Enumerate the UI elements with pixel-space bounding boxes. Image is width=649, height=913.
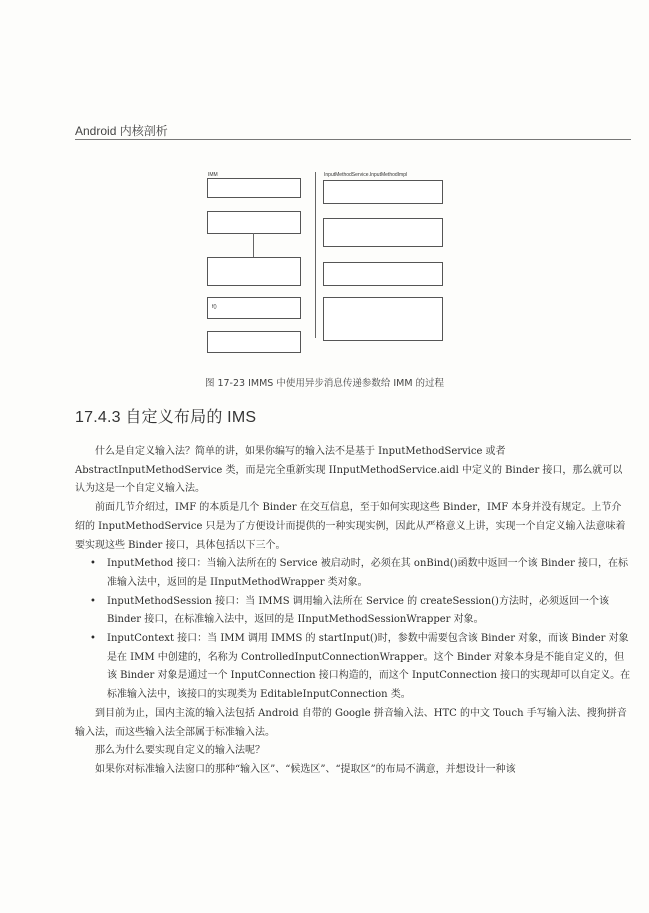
body-text: [75, 443, 631, 780]
lifeline-divider: [315, 172, 316, 338]
ims-box-3: [323, 262, 443, 286]
left-column-label: IMM: [208, 172, 218, 178]
imm-connector: [253, 233, 254, 257]
section-heading: 17.4.3 自定义布局的 IMS: [75, 409, 257, 426]
bullet-text: InputMethodSession 接口：当 IMMS 调用输入法所在 Service 的 createSession()方法时，必须返回一个该 Binder 接口，在标准输入法中，返回的是 IInputMethodSessionWrapper 对象。: [107, 595, 609, 626]
imm-box-3: [207, 257, 301, 286]
imm-box-4-label: f(): [212, 304, 217, 310]
bullet-text: InputContext 接口：当 IMM 调用 IMMS 的 startInput()时，参数中需要包含该 Binder 对象，而该 Binder 对象是在 IMM 中创建的，名称为 ControlledInputConnectionWrapper。这个 Binder 对象本身是不能自定义的，但该 Binder 对象是通过一个 InputConnection 接口构造的，而这个 InputConnection 接口的实现却可以自定义。在标准输入法中，该接口的实现类为 EditableInputConnection 类。: [107, 633, 631, 701]
paragraph: 那么为什么要实现自定义的输入法呢？: [95, 745, 265, 757]
bullet-item: [75, 593, 631, 630]
ims-box-1: [323, 180, 443, 204]
running-head: Android 内核剖析: [75, 124, 168, 138]
paragraph: 什么是自定义输入法？简单的讲，如果你编写的输入法不是基于 InputMethodService 或者 AbstractInputMethodService 类，而是完全重新实现 IInputMethodService.aidl 中定义的 Binder 接口，那么就可以认为这是一个自定义输入法。: [75, 446, 623, 495]
paragraph: 到目前为止，国内主流的输入法包括 Android 自带的 Google 拼音输入法、HTC 的中文 Touch 手写输入法、搜狗拼音输入法，而这些输入法全部属于标准输入法。: [75, 707, 627, 738]
imm-box-2: [207, 211, 301, 234]
bullet-item: [75, 555, 631, 592]
figure-caption: 图 17-23 IMMS 中使用异步消息传递参数给 IMM 的过程: [204, 378, 445, 389]
imm-box-1: [207, 178, 301, 198]
bullet-icon: •: [90, 633, 96, 645]
imm-box-5: [207, 331, 301, 353]
bullet-icon: •: [90, 595, 96, 607]
bullet-icon: •: [90, 558, 96, 570]
ims-box-4: [323, 297, 443, 341]
bullet-text: InputMethod 接口：当输入法所在的 Service 被启动时，必须在其 onBind()函数中返回一个该 Binder 接口，在标准输入法中，返回的是 IInputMethodWrapper 类对象。: [107, 558, 629, 588]
bullet-item: [75, 630, 631, 705]
ims-box-2: [323, 218, 443, 247]
imm-box-4: [207, 297, 301, 319]
right-column-label: InputMethodService.InputMethodImpl: [324, 172, 408, 178]
paragraph: 如果你对标准输入法窗口的那种“输入区”、“候选区”、“提取区”的布局不满意，并想设计一种该: [95, 763, 516, 775]
paragraph: 前面几节介绍过，IMF 的本质是几个 Binder 在交互信息，至于如何实现这些 Binder，IMF 本身并没有规定。上节介绍的 InputMethodService 只是为了方便设计而提供的一种实现实例，因此从严格意义上讲，实现一个自定义输入法意味着要实现这些 Binder 接口，具体包括以下三个。: [75, 502, 626, 551]
header-rule: [75, 139, 631, 140]
